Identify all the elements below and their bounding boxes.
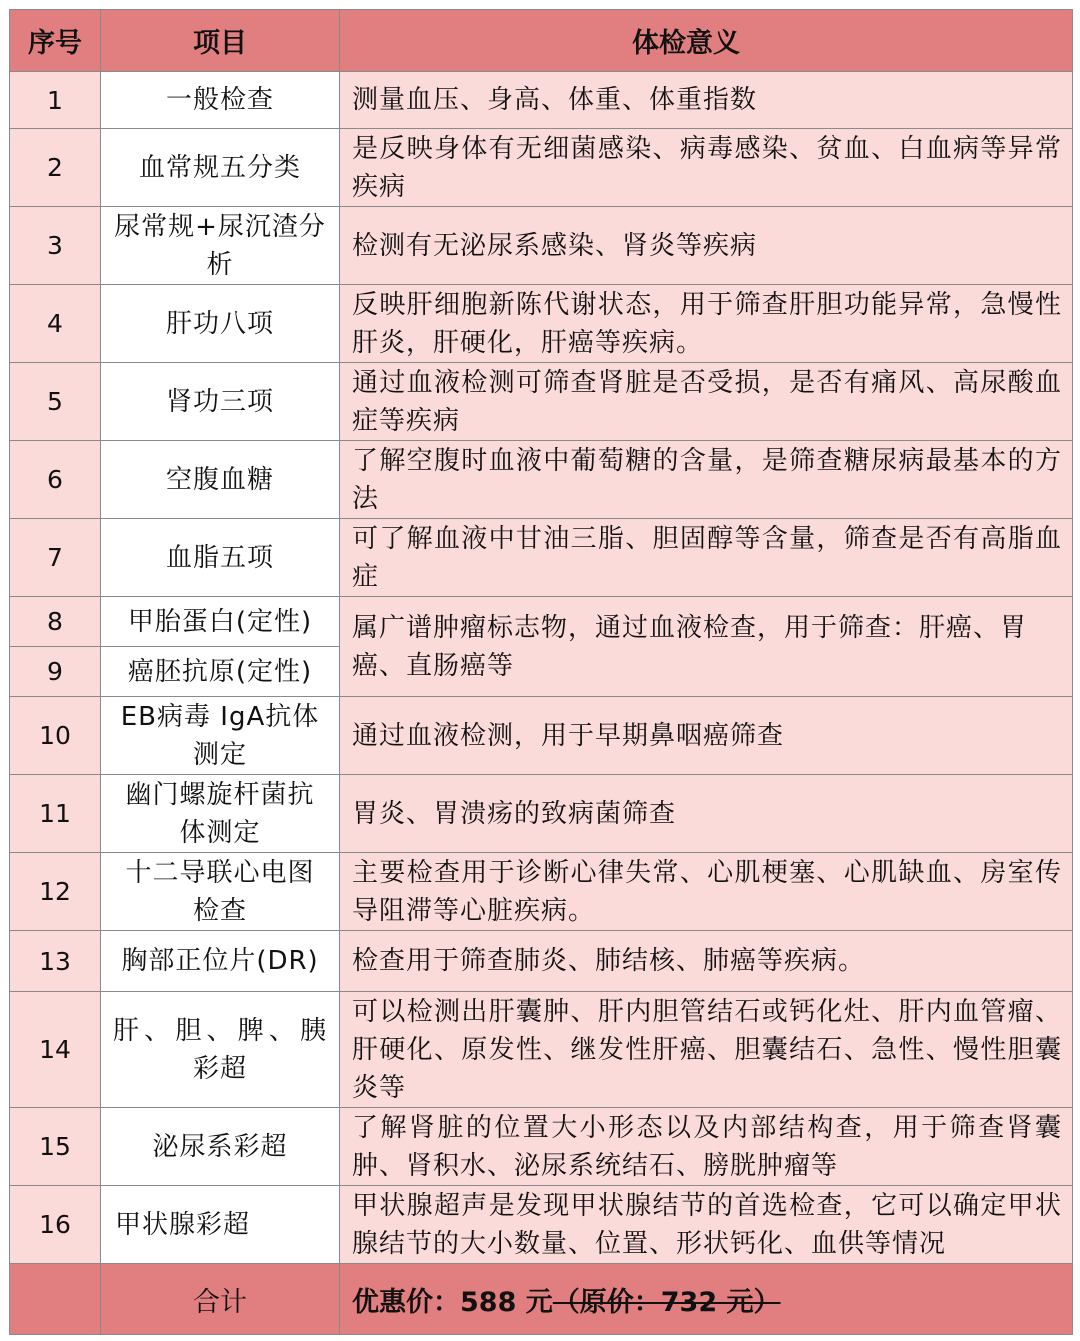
row-meaning: 可以检测出肝囊肿、肝内胆管结石或钙化灶、肝内血管瘤、肝硬化、原发性、继发性肝癌、胆囊结石、急性、慢性胆囊炎等: [340, 992, 1073, 1108]
table-row: [10, 285, 1073, 363]
row-meaning: 检测有无泌尿系感染、肾炎等疾病: [340, 207, 1073, 285]
checkup-table-wrapper: [9, 9, 1072, 1335]
row-meaning: 检查用于筛查肺炎、肺结核、肺癌等疾病。: [340, 931, 1073, 992]
row-item: 一般检查: [101, 72, 340, 129]
table-header-row: [10, 10, 1073, 72]
total-row: [10, 1264, 1073, 1335]
row-meaning: 测量血压、身高、体重、体重指数: [340, 72, 1073, 129]
row-item: 肝功八项: [101, 285, 340, 363]
row-item: 幽门螺旋杆菌抗体测定: [101, 775, 340, 853]
table-row: [10, 519, 1073, 597]
table-row: [10, 697, 1073, 775]
row-number: 6: [10, 441, 101, 519]
total-empty-cell: [10, 1264, 101, 1335]
row-meaning: 反映肝细胞新陈代谢状态，用于筛查肝胆功能异常，急慢性肝炎，肝硬化，肝癌等疾病。: [340, 285, 1073, 363]
row-item: 甲状腺彩超: [101, 1186, 340, 1264]
row-item: 甲胎蛋白(定性): [101, 597, 340, 647]
row-number: 8: [10, 597, 101, 647]
table-row: [10, 853, 1073, 931]
row-number: 1: [10, 72, 101, 129]
row-meaning: 属广谱肿瘤标志物，通过血液检查，用于筛查：肝癌、胃癌、直肠癌等: [340, 597, 1073, 697]
table-row: [10, 992, 1073, 1108]
row-item: 泌尿系彩超: [101, 1108, 340, 1186]
row-meaning: 甲状腺超声是发现甲状腺结节的首选检查，它可以确定甲状腺结节的大小数量、位置、形状钙化、血供等情况: [340, 1186, 1073, 1264]
row-number: 13: [10, 931, 101, 992]
table-row: [10, 129, 1073, 207]
table-row: [10, 72, 1073, 129]
row-item: 空腹血糖: [101, 441, 340, 519]
row-item: 血脂五项: [101, 519, 340, 597]
table-row: [10, 597, 1073, 647]
row-meaning: 了解空腹时血液中葡萄糖的含量，是筛查糖尿病最基本的方法: [340, 441, 1073, 519]
row-meaning: 通过血液检测，用于早期鼻咽癌筛查: [340, 697, 1073, 775]
table-row: [10, 1186, 1073, 1264]
row-item: 尿常规+尿沉渣分析: [101, 207, 340, 285]
row-meaning: 主要检查用于诊断心律失常、心肌梗塞、心肌缺血、房室传导阻滞等心脏疾病。: [340, 853, 1073, 931]
total-price: [340, 1264, 1073, 1335]
table-row: [10, 207, 1073, 285]
row-item: 胸部正位片(DR): [101, 931, 340, 992]
total-label: 合计: [101, 1264, 340, 1335]
row-item: 血常规五分类: [101, 129, 340, 207]
row-number: 16: [10, 1186, 101, 1264]
row-meaning: 通过血液检测可筛查肾脏是否受损，是否有痛风、高尿酸血症等疾病: [340, 363, 1073, 441]
row-item: 肝、胆、脾、胰彩超: [101, 992, 340, 1108]
table-row: [10, 441, 1073, 519]
table-row: [10, 363, 1073, 441]
table-row: [10, 931, 1073, 992]
row-number: 3: [10, 207, 101, 285]
row-item: 癌胚抗原(定性): [101, 647, 340, 697]
checkup-table: [9, 9, 1073, 1335]
row-number: 10: [10, 697, 101, 775]
row-number: 2: [10, 129, 101, 207]
table-row: [10, 1108, 1073, 1186]
row-meaning: 是反映身体有无细菌感染、病毒感染、贫血、白血病等异常疾病: [340, 129, 1073, 207]
row-number: 5: [10, 363, 101, 441]
row-number: 15: [10, 1108, 101, 1186]
row-number: 12: [10, 853, 101, 931]
row-number: 7: [10, 519, 101, 597]
header-no: 序号: [10, 10, 101, 72]
header-meaning: 体检意义: [340, 10, 1073, 72]
row-number: 4: [10, 285, 101, 363]
row-item: EB病毒 IgA抗体测定: [101, 697, 340, 775]
row-meaning: 了解肾脏的位置大小形态以及内部结构查，用于筛查肾囊肿、肾积水、泌尿系统结石、膀胱肿瘤等: [340, 1108, 1073, 1186]
row-item: 十二导联心电图检查: [101, 853, 340, 931]
discount-price: 优惠价：588 元: [352, 1286, 553, 1318]
original-price: （原价：732 元）: [552, 1286, 781, 1318]
row-meaning: 可了解血液中甘油三脂、胆固醇等含量，筛查是否有高脂血症: [340, 519, 1073, 597]
row-item: 肾功三项: [101, 363, 340, 441]
row-meaning: 胃炎、胃溃疡的致病菌筛查: [340, 775, 1073, 853]
row-number: 9: [10, 647, 101, 697]
row-number: 11: [10, 775, 101, 853]
row-number: 14: [10, 992, 101, 1108]
table-row: [10, 775, 1073, 853]
header-item: 项目: [101, 10, 340, 72]
